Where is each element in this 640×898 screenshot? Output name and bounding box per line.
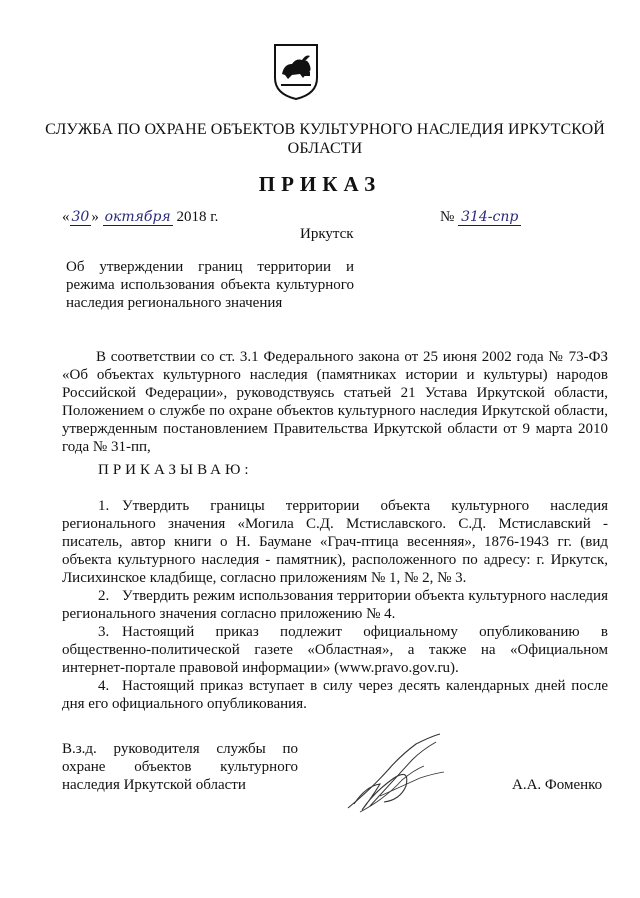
order-item: [62, 677, 608, 713]
decree-heading: ПРИКАЗЫВАЮ:: [98, 462, 253, 478]
number-value: 314-спр: [458, 209, 521, 226]
document-date: [62, 209, 218, 226]
date-close-quote: »: [91, 209, 99, 225]
order-item: [62, 623, 608, 677]
coat-of-arms-icon: [272, 42, 320, 102]
preamble-paragraph: В соответствии со ст. 3.1 Федерального закона от 25 июня 2002 года № 73-ФЗ «Об объектах культурного наследия (памятниках истории и культуры) народов Российской Федерации», руководствуясь статьей 21 Устава Иркутской области, Положением о службе по охране объектов культурного наследия Иркутской области, утвержденным постановлением Правительства Иркутской области от 9 марта 2010 года № 31-пп,: [62, 349, 608, 455]
item-number: 1.: [98, 498, 110, 514]
date-open-quote: «: [62, 209, 70, 225]
date-year: 2018 г.: [176, 209, 219, 225]
item-number: 4.: [98, 678, 110, 694]
order-item: [62, 587, 608, 623]
emblem-shield-svg: [272, 42, 320, 102]
date-day: 30: [71, 209, 90, 225]
document-subject: Об утверждении границ территории и режима использования объекта культурного наследия регионального значения: [66, 259, 354, 311]
date-month: октября: [104, 209, 171, 225]
item-number: 2.: [98, 588, 110, 604]
document-city: Иркутск: [300, 226, 354, 242]
item-text: Настоящий приказ подлежит официальному опубликованию в общественно-политической газете «Областная», а также на «Официальном интернет-портале правовой информации» (www.pravo.gov.ru).: [62, 624, 608, 676]
signer-name: А.А. Фоменко: [512, 777, 603, 793]
agency-name: СЛУЖБА ПО ОХРАНЕ ОБЪЕКТОВ КУЛЬТУРНОГО НАСЛЕДИЯ ИРКУТСКОЙ ОБЛАСТИ: [45, 121, 605, 157]
order-item: [62, 497, 608, 587]
item-number: 3.: [98, 624, 110, 640]
document-number: [440, 209, 521, 226]
signature-svg: [340, 730, 460, 820]
document-type-title: ПРИКАЗ: [258, 172, 382, 196]
order-items: [62, 497, 608, 713]
signer-position: В.з.д. руководителя службы по охране объектов культурного наследия Иркутской области: [62, 741, 298, 793]
number-prefix: №: [440, 209, 455, 225]
item-text: Утвердить границы территории объекта культурного наследия регионального значения «Могила С.Д. Мстиславского. С.Д. Мстиславский - писатель, автор книги о Н. Баумане «Грач-птица весенняя», 1876-1943 гг. (вид объекта культурного наследия - памятник), расположенного по адресу: г. Иркутск, Лисихинское кладбище, согласно приложениям № 1, № 2, № 3.: [62, 498, 608, 586]
handwritten-signature-icon: [340, 730, 460, 820]
item-text: Настоящий приказ вступает в силу через десять календарных дней после дня его официального опубликования.: [62, 678, 608, 712]
item-text: Утвердить режим использования территории объекта культурного наследия регионального значения согласно приложению № 4.: [62, 588, 608, 622]
